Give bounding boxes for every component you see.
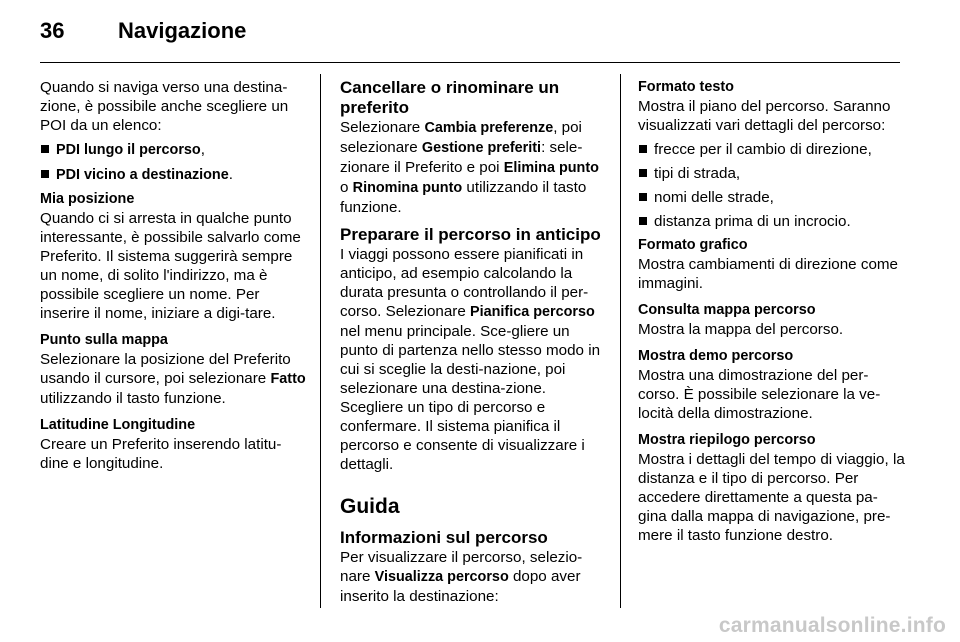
section-heading: Cancellare o rinominare un preferito xyxy=(340,78,560,117)
section-body: Mostra la mappa del percorso. xyxy=(638,321,844,338)
text-run: Per visualizzare il percorso, selezio-nare xyxy=(340,549,583,585)
section-heading: Preparare il percorso in anticipo xyxy=(340,225,601,244)
section-body: Mostra una dimostrazione del per-corso. È possibile selezionare la ve-locità della dimostrazione. xyxy=(638,367,881,422)
option-name: Elimina punto xyxy=(503,160,599,176)
bullet-square-icon xyxy=(639,217,647,225)
section-heading: Consulta mappa percorso xyxy=(638,302,816,318)
section-body: Mostra i dettagli del tempo di viaggio, la distanza e il tipo di percorso. Per accedere direttamente a questa pa-gina dalla mappa di navigazione, pre-mere il tasto funzione destro. xyxy=(638,451,905,544)
text-run: I viaggi possono essere pianificati in anticipo, ad esempio calcolando la durata presunta o controllando il per-corso. Selezionare xyxy=(340,246,589,320)
text-run: Selezionare xyxy=(340,119,425,136)
watermark: carmanualsonline.info xyxy=(718,614,946,637)
section-heading: Formato grafico xyxy=(638,237,748,253)
text-run: o xyxy=(340,179,353,196)
section-heading: Mostra demo percorso xyxy=(638,348,794,364)
option-name: Gestione preferiti xyxy=(421,140,542,156)
details-list xyxy=(638,140,906,231)
list-item-text: distanza prima di un incrocio. xyxy=(654,213,851,230)
section-body xyxy=(340,548,610,606)
section-heading: Latitudine Longitudine xyxy=(40,417,196,433)
column-2 xyxy=(340,78,610,606)
poi-list xyxy=(40,140,310,185)
text-run: utilizzando il tasto funzione. xyxy=(40,390,226,407)
section-heading: Formato testo xyxy=(638,79,734,95)
option-name: Cambia preferenze xyxy=(424,120,554,136)
punctuation: . xyxy=(228,166,233,183)
list-item xyxy=(638,212,906,231)
column-divider-1 xyxy=(320,74,321,608)
column-1 xyxy=(40,78,310,473)
list-item-text: tipi di strada, xyxy=(654,165,741,182)
header-rule xyxy=(40,62,900,63)
poi-option: PDI lungo il percorso xyxy=(56,142,201,158)
list-item xyxy=(40,140,310,160)
section-body: Mostra il piano del percorso. Saranno visualizzati vari dettagli del percorso: xyxy=(638,98,891,134)
punctuation: , xyxy=(200,141,205,158)
list-item xyxy=(638,188,906,207)
bullet-square-icon xyxy=(41,145,49,153)
option-name: Pianifica percorso xyxy=(470,304,595,320)
column-divider-2 xyxy=(620,74,621,608)
section-heading: Punto sulla mappa xyxy=(40,332,168,348)
section-heading: Informazioni sul percorso xyxy=(340,528,548,547)
text-run: utilizzando il tasto funzione. xyxy=(340,179,587,216)
text-run: , poi selezionare xyxy=(340,119,582,156)
list-item xyxy=(638,140,906,159)
option-name: Fatto xyxy=(270,371,306,387)
section-heading: Mostra riepilogo percorso xyxy=(638,432,816,448)
chapter-heading: Guida xyxy=(340,495,400,518)
section-heading: Mia posizione xyxy=(40,191,135,207)
text-run: Selezionare la posizione del Preferito usando il cursore, poi selezionare xyxy=(40,351,291,387)
text-run: : sele-zionare il Preferito e poi xyxy=(340,139,583,176)
bullet-square-icon xyxy=(639,169,647,177)
section-body: Creare un Preferito inserendo latitu-dine e longitudine. xyxy=(40,436,282,472)
list-item xyxy=(638,164,906,183)
option-name: Visualizza percorso xyxy=(374,569,509,585)
section-body xyxy=(40,350,310,408)
list-item xyxy=(40,165,310,185)
text-run: nel menu principale. Sce-gliere un punto di partenza nello stesso modo in cui si sceglie la desti-nazione, poi selezionare una destina-zione. Scegliere un tipo di percorso e confermare. Il sistema pianifica il percorso e consente di visualizzare i dettagli. xyxy=(340,323,601,473)
page-title: Navigazione xyxy=(118,18,247,43)
bullet-square-icon xyxy=(41,170,49,178)
section-body xyxy=(340,245,610,474)
page-number: 36 xyxy=(40,18,65,43)
section-body: Quando ci si arresta in qualche punto interessante, è possibile salvarlo come Preferito. Il sistema suggerirà sempre un nome, di solito l'indirizzo, ma è possibile scegliere un nome. Per inserire il nome, iniziare a digi-tare. xyxy=(40,210,301,322)
bullet-square-icon xyxy=(639,193,647,201)
section-body: Mostra cambiamenti di direzione come immagini. xyxy=(638,256,898,292)
section-body xyxy=(340,118,610,217)
list-item-text: frecce per il cambio di direzione, xyxy=(654,141,872,158)
column-3 xyxy=(638,78,906,545)
poi-option: PDI vicino a destinazione xyxy=(56,167,229,183)
list-item-text: nomi delle strade, xyxy=(654,189,774,206)
bullet-square-icon xyxy=(639,145,647,153)
intro-text: Quando si naviga verso una destina-zione, è possibile anche scegliere un POI da un elenco: xyxy=(40,79,289,134)
text-run: dopo aver inserito la destinazione: xyxy=(340,568,581,605)
option-name: Rinomina punto xyxy=(352,180,463,196)
